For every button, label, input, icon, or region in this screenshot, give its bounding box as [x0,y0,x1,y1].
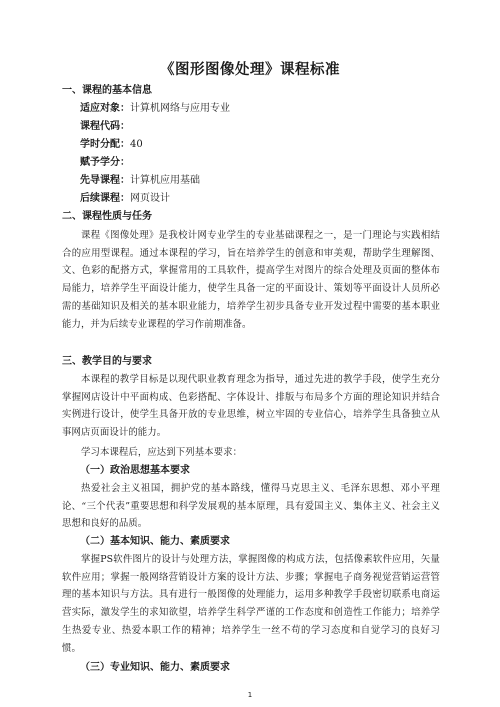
field-course-code-label: 课程代码： [80,121,130,132]
field-prerequisite-value: 计算机应用基础 [130,175,200,186]
section-heading-basic-info: 一、课程的基本信息 [62,85,152,96]
subheading-professional: （三）专业知识、能力、素质要求 [80,662,230,673]
field-followup [80,192,170,206]
field-target-value: 计算机网络与应用专业 [130,103,230,114]
page-number: 1 [247,691,253,699]
field-followup-value: 网页设计 [130,193,170,204]
section-heading-nature: 二、课程性质与任务 [62,211,152,222]
section-heading-goals: 三、教学目的与要求 [62,356,152,367]
document-title: 《图形图像处理》课程标准 [160,61,340,78]
paragraph-nature: 课程《图像处理》是我校计网专业学生的专业基础课程之一，是一门理论与实践相结合的应用型课程。通过本课程的学习，旨在培养学生的创意和审美观，帮助学生理解图、文、色彩的配搭方式，掌握常用的工具软件，提高学生对图片的综合处理及页面的整体布局能力，培养学生平面设计能力，使学生具备一定的平面设计、策划等平面设计人员所必需的基础知识及相关的基本职业能力，培养学生初步具备专业开发过程中需要的基本职业能力，并为后续专业课程的学习作前期准备。 [62,230,440,330]
field-course-code [80,120,130,134]
field-prerequisite [80,174,200,188]
paragraph-requirements-intro: 学习本课程后，应达到下列基本要求： [81,447,243,458]
field-prerequisite-label: 先导课程： [80,175,130,186]
field-hours [80,138,143,152]
paragraph-political: 热爱社会主义祖国，拥护党的基本路线，懂得马克思主义、毛泽东思想、邓小平理论、“三个代表”重要思想和科学发展观的基本原理，具有爱国主义、集体主义、社会主义思想和良好的品质。 [62,483,440,530]
field-followup-label: 后续课程： [80,193,130,204]
field-target-label: 适应对象： [80,103,130,114]
subheading-basic-knowledge: （二）基本知识、能力、素质要求 [80,536,230,547]
subheading-political: （一）政治思想基本要求 [80,465,190,476]
paragraph-goals: 本课程的教学目标是以现代职业教育理念为指导，通过先进的教学手段，使学生充分掌握网店设计中平面构成、色彩搭配、字体设计、排版与布局多个方面的理论知识并结合实例进行设计，使学生具备开放的专业思维，树立牢固的专业信心，培养学生具备独立从事网店页面设计的能力。 [62,374,440,439]
field-credit [80,156,130,170]
field-hours-value: 40 [130,139,143,150]
field-target [80,102,230,116]
paragraph-basic-knowledge: 掌握PS软件图片的设计与处理方法，掌握图像的构成方法，包括像素软件应用，矢量软件应用；掌握一般网络营销设计方案的设计方法、步骤；掌握电子商务视觉营销运营管理的基本知识与方法。具有进行一般图像的处理能力，运用多种教学手段密切联系电商运营实际，激发学生的求知欲望，培养学生科学严谨的工作态度和创造性工作能力；培养学生热爱专业、热爱本职工作的精神；培养学生一丝不苟的学习态度和自觉学习的良好习惯。 [62,554,440,654]
field-credit-label: 赋予学分： [80,157,130,168]
field-hours-label: 学时分配： [80,139,130,150]
